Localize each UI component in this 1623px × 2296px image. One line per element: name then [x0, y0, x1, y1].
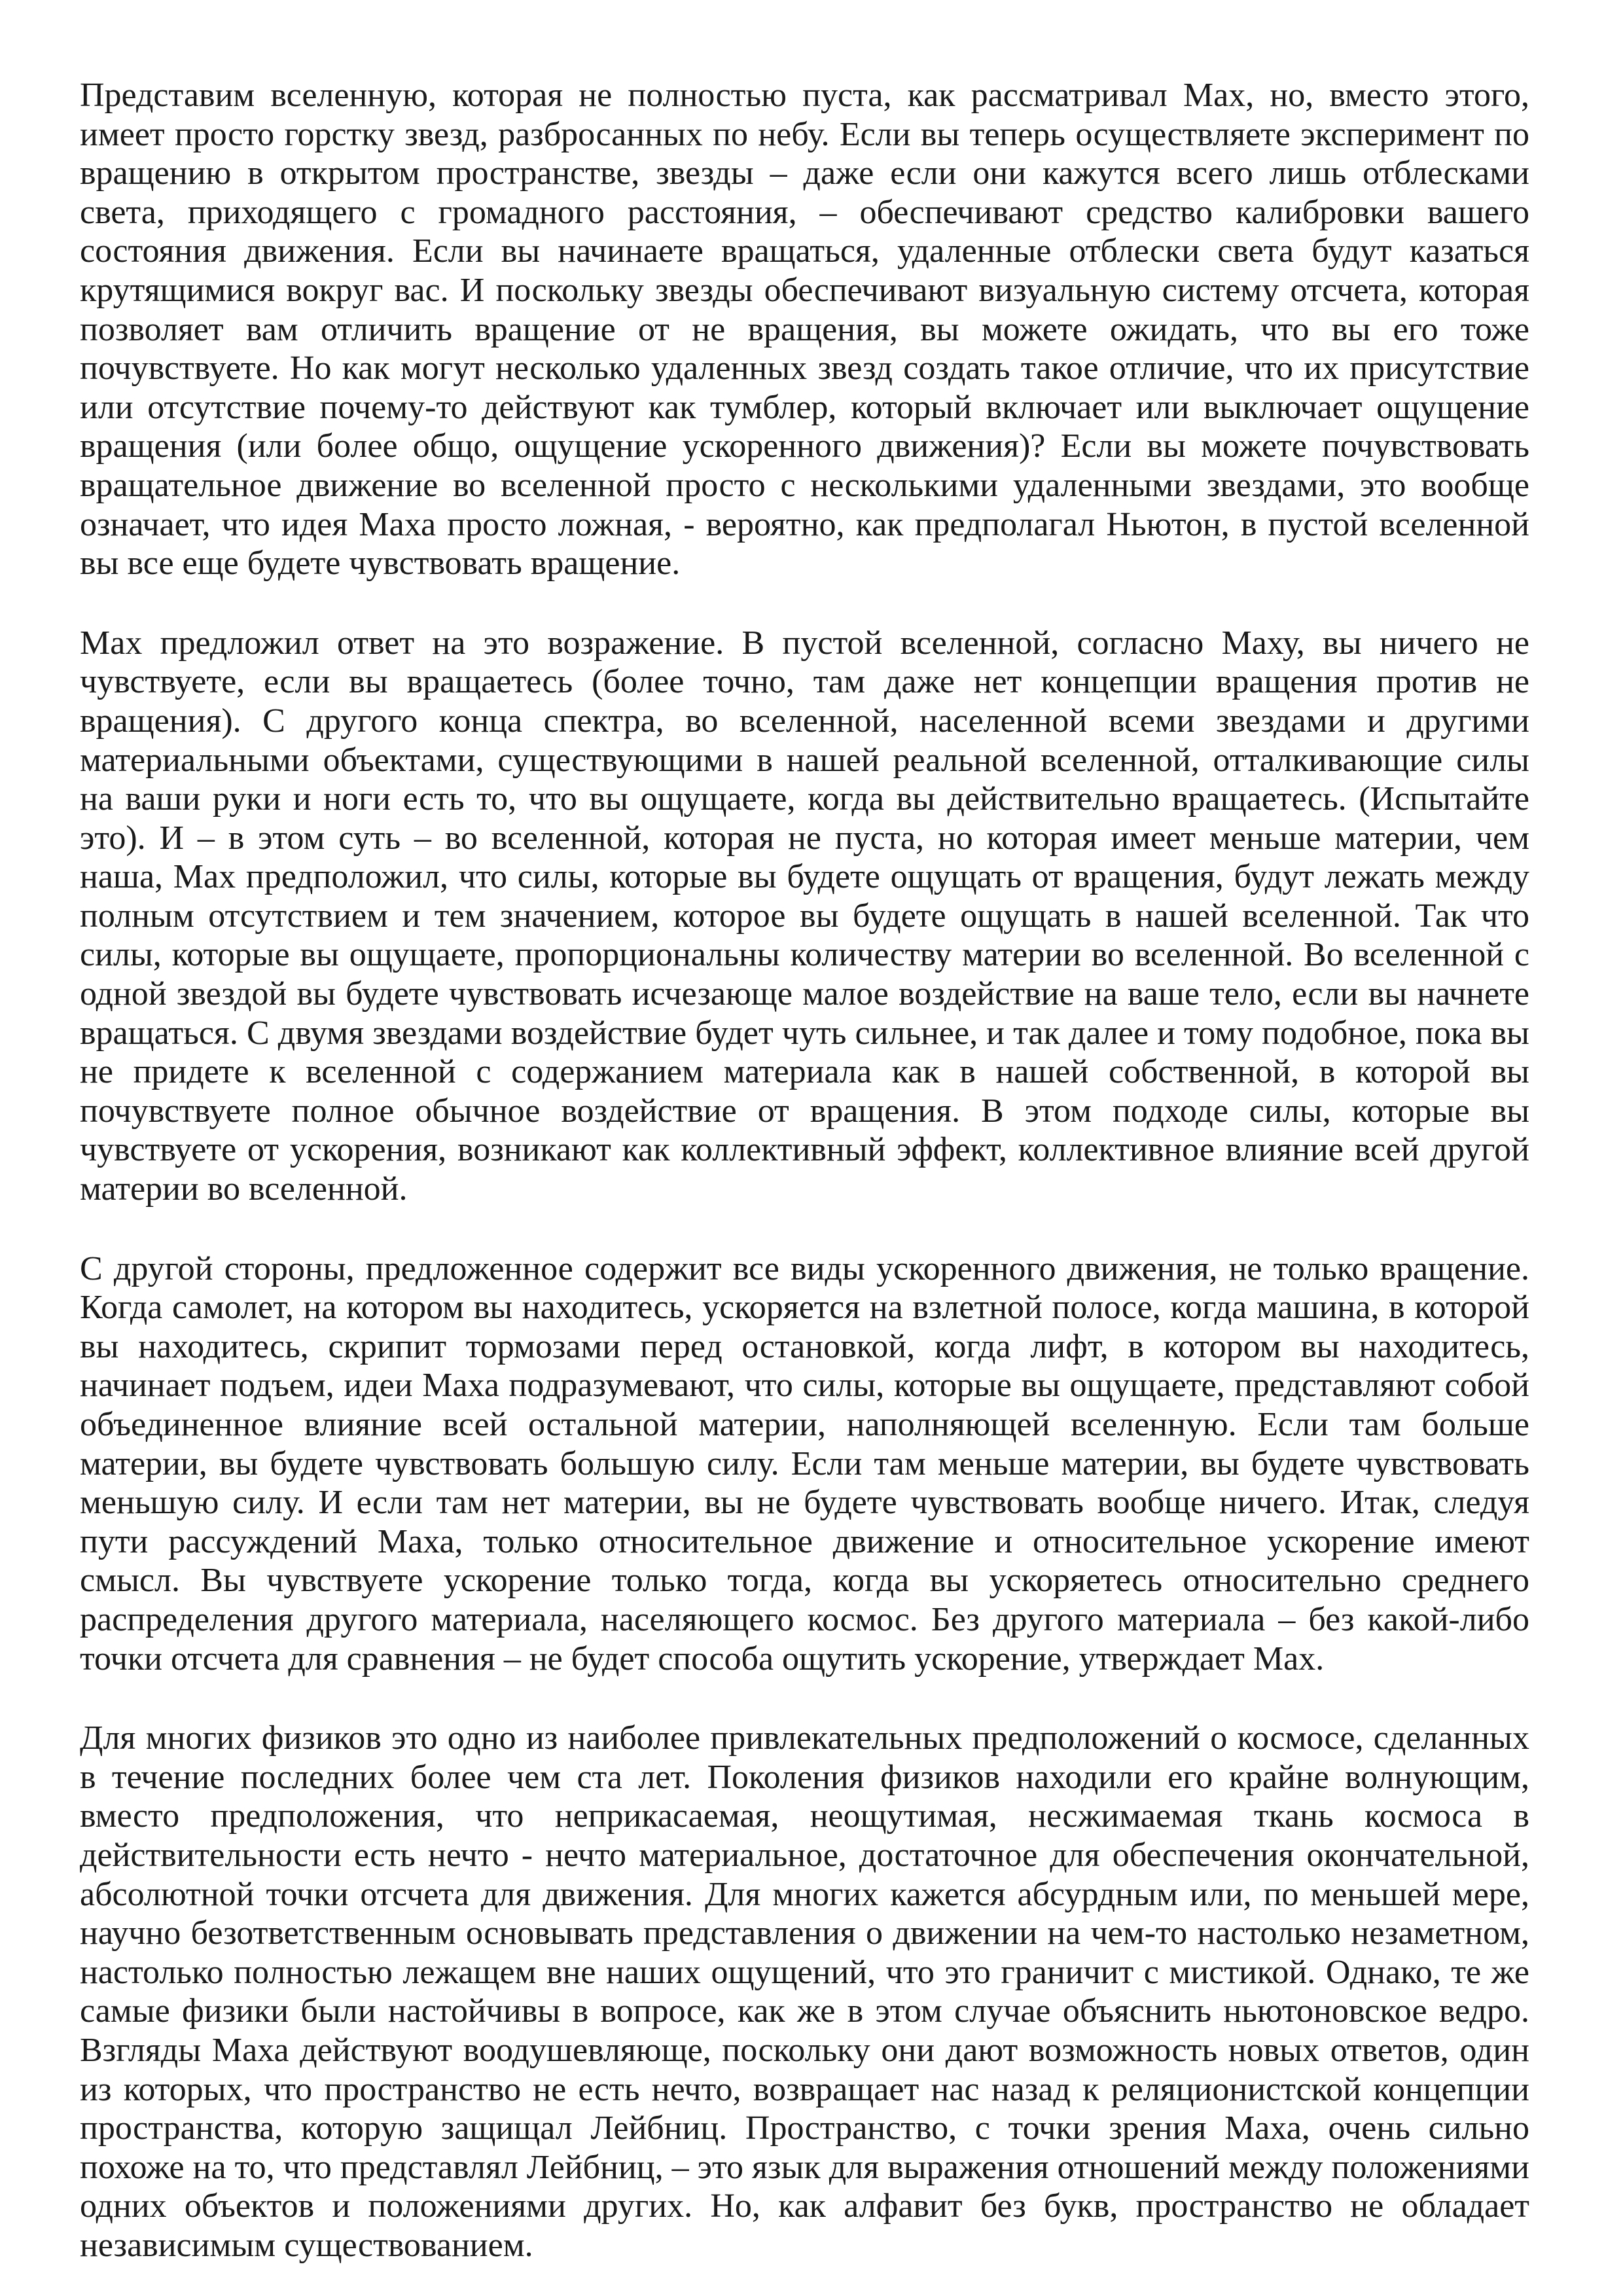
paragraph: Представим вселенную, которая не полностью пуста, как рассматривал Мах, но, вместо этого, имеет просто горстку звезд, разбросанных по небу. Если вы теперь осуществляете эксперимент по вращению в открытом пространстве, звезды – даже если они кажутся всего лишь отблесками света, приходящего с громадного расстояния, – обеспечивают средство калибровки вашего состояния движения. Если вы начинаете вращаться, удаленные отблески света будут казаться крутящимися вокруг вас. И поскольку звезды обеспечивают визуальную систему отсчета, которая позволяет вам отличить вращение от не вращения, вы можете ожидать, что вы его тоже почувствуете. Но как могут несколько удаленных звезд создать такое отличие, что их присутствие или отсутствие почему-то действуют как тумблер, который включает или выключает ощущение вращения (или более общо, ощущение ускоренного движения)? Если вы можете почувствовать вращательное движение во вселенной просто с несколькими удаленными звездами, это вообще означает, что идея Маха просто ложная, - вероятно, как предполагал Ньютон, в пустой вселенной вы все еще будете чувствовать вращение. [80, 77, 1529, 583]
paragraph: Для многих физиков это одно из наиболее привлекательных предположений о космосе, сделанных в течение последних более чем ста лет. Поколения физиков находили его крайне волнующим, вместо предположения, что неприкасаемая, неощутимая, несжимаемая ткань космоса в действительности есть нечто - нечто материальное, достаточное для обеспечения окончательной, абсолютной точки отсчета для движения. Для многих кажется абсурдным или, по меньшей мере, научно безответственным основывать представления о движении на чем-то настолько незаметном, настолько полностью лежащем вне наших ощущений, что это граничит с мистикой. Однако, те же самые физики были настойчивы в вопросе, как же в этом случае объяснить ньютоновское ведро. Взгляды Маха действуют воодушевляюще, поскольку они дают возможность новых ответов, один из которых, что пространство не есть нечто, возвращает нас назад к реляционистской концепции пространства, которую защищал Лейбниц. Пространство, с точки зрения Маха, очень сильно похоже на то, что представлял Лейбниц, – это язык для выражения отношений между положениями одних объектов и положениями других. Но, как алфавит без букв, пространство не обладает независимым существованием. [80, 1719, 1529, 2264]
document-page [80, 76, 1529, 2265]
paragraph: Мах предложил ответ на это возражение. В пустой вселенной, согласно Маху, вы ничего не чувствуете, если вы вращаетесь (более точно, там даже нет концепции вращения против не вращения). С другого конца спектра, во вселенной, населенной всеми звездами и другими материальными объектами, существующими в нашей реальной вселенной, отталкивающие силы на ваши руки и ноги есть то, что вы ощущаете, когда вы действительно вращаетесь. (Испытайте это). И – в этом суть – во вселенной, которая не пуста, но которая имеет меньше материи, чем наша, Мах предположил, что силы, которые вы будете ощущать от вращения, будут лежать между полным отсутствием и тем значением, которое вы будете ощущать в нашей вселенной. Так что силы, которые вы ощущаете, пропорциональны количеству материи во вселенной. Во вселенной с одной звездой вы будете чувствовать исчезающе малое воздействие на ваше тело, если вы начнете вращаться. С двумя звездами воздействие будет чуть сильнее, и так далее и тому подобное, пока вы не придете к вселенной с содержанием материала как в нашей собственной, в которой вы почувствуете полное обычное воздействие от вращения. В этом подходе силы, которые вы чувствуете от ускорения, возникают как коллективный эффект, коллективное влияние всей другой материи во вселенной. [80, 624, 1529, 1208]
paragraph: С другой стороны, предложенное содержит все виды ускоренного движения, не только вращение. Когда самолет, на котором вы находитесь, ускоряется на взлетной полосе, когда машина, в которой вы находитесь, скрипит тормозами перед остановкой, когда лифт, в котором вы находитесь, начинает подъем, идеи Маха подразумевают, что силы, которые вы ощущаете, представляют собой объединенное влияние всей остальной материи, наполняющей вселенную. Если там больше материи, вы будете чувствовать большую силу. Если там меньше материи, вы будете чувствовать меньшую силу. И если там нет материи, вы не будете чувствовать вообще ничего. Итак, следуя пути рассуждений Маха, только относительное движение и относительное ускорение имеют смысл. Вы чувствуете ускорение только тогда, когда вы ускоряетесь относительно среднего распределения другого материала, населяющего космос. Без другого материала – без какой-либо точки отсчета для сравнения – не будет способа ощутить ускорение, утверждает Мах. [80, 1249, 1529, 1677]
